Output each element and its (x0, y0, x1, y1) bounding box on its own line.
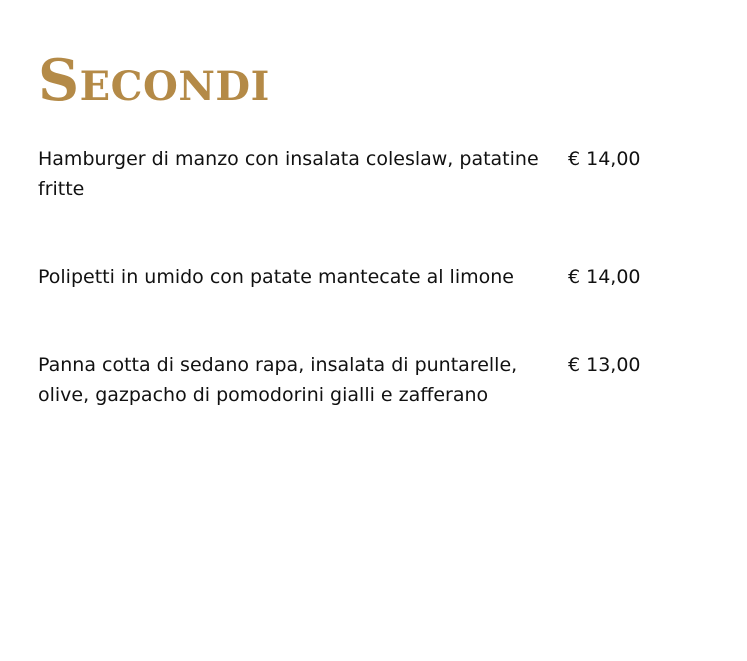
menu-item-price: € 13,00 (568, 354, 641, 376)
menu-item-description: Polipetti in umido con patate mantecate al limone (38, 266, 514, 288)
menu-item-price: € 14,00 (568, 266, 641, 288)
menu-item-description: Hamburger di manzo con insalata coleslaw, patatine fritte (38, 148, 539, 200)
section-title: Secondi (38, 47, 270, 114)
menu-item-price: € 14,00 (568, 148, 641, 170)
menu-item-description: Panna cotta di sedano rapa, insalata di puntarelle, olive, gazpacho di pomodorini gialli e zafferano (38, 354, 518, 406)
